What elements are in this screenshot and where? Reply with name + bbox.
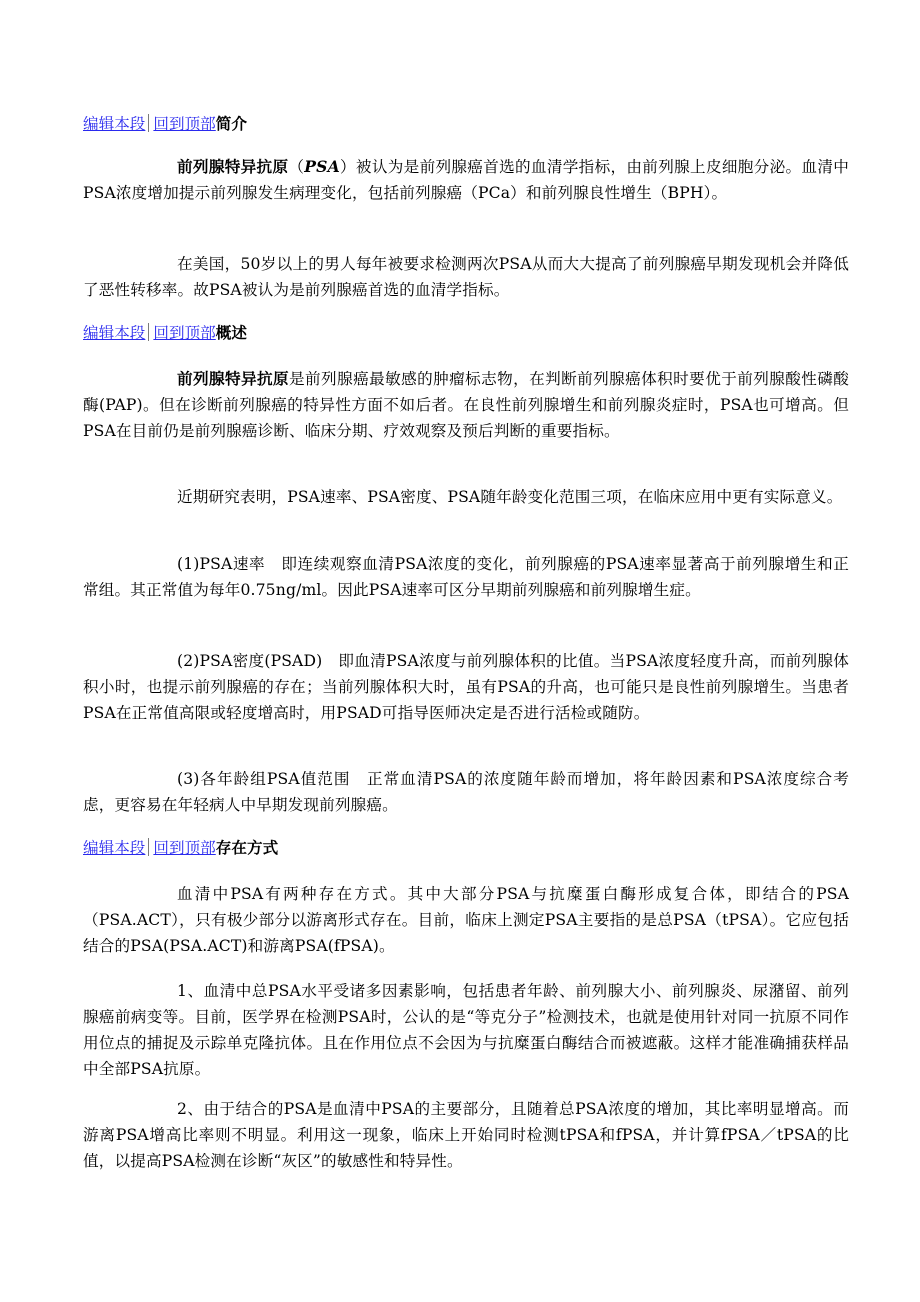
link-separator — [148, 323, 149, 341]
back-to-top-link[interactable]: 回到顶部 — [153, 115, 216, 133]
term-psa: 前列腺特异抗原 — [177, 157, 289, 176]
edit-section-link[interactable]: 编辑本段 — [83, 324, 146, 342]
link-separator — [148, 838, 149, 856]
overview-paragraph-5: (3)各年龄组PSA值范围 正常血清PSA的浓度随年龄而增加，将年龄因素和PSA浓度综合考虑，更容易在年轻病人中早期发现前列腺癌。 — [83, 770, 849, 814]
overview-paragraph-1: 前列腺特异抗原是前列腺癌最敏感的肿瘤标志物，在判断前列腺癌体积时要优于前列腺酸性磷酸酶(PAP)。但在诊断前列腺癌的特异性方面不如后者。在良性前列腺增生和前列腺炎症时，PSA也可增高。但PSA在目前仍是前列腺癌诊断、临床分期、疗效观察及预后判断的重要指标。 — [83, 369, 849, 440]
overview-paragraph-4: (2)PSA密度(PSAD) 即血清PSA浓度与前列腺体积的比值。当PSA浓度轻度升高，而前列腺体积小时，也提示前列腺癌的存在；当前列腺体积大时，虽有PSA的升高，也可能只是良性前列腺增生。当患者PSA在正常值高限或轻度增高时，用PSAD可指导医师决定是否进行活检或随防。 — [83, 652, 849, 722]
abbr-psa: PSA — [304, 157, 340, 176]
back-to-top-link[interactable]: 回到顶部 — [153, 324, 216, 342]
intro-paragraph-1: 前列腺特异抗原（PSA）被认为是前列腺癌首选的血清学指标，由前列腺上皮细胞分泌。血清中PSA浓度增加提示前列腺发生病理变化，包括前列腺癌（PCa）和前列腺良性增生（BPH）。 — [83, 157, 849, 202]
section-title: 简介 — [215, 114, 247, 133]
section-heading-overview — [83, 320, 843, 346]
section-heading-intro — [83, 111, 843, 137]
section-title: 概述 — [215, 323, 247, 342]
edit-section-link[interactable]: 编辑本段 — [83, 839, 146, 857]
term-psa: 前列腺特异抗原 — [177, 369, 290, 388]
intro-paragraph-2: 在美国，50岁以上的男人每年被要求检测两次PSA从而大大提高了前列腺癌早期发现机会并降低了恶性转移率。故PSA被认为是前列腺癌首选的血清学指标。 — [83, 255, 849, 299]
link-separator — [148, 114, 149, 132]
overview-paragraph-2: 近期研究表明，PSA速率、PSA密度、PSA随年龄变化范围三项，在临床应用中更有实际意义。 — [177, 488, 843, 506]
overview-paragraph-3: (1)PSA速率 即连续观察血清PSA浓度的变化，前列腺癌的PSA速率显著高于前列腺增生和正常组。其正常值为每年0.75ng/ml。因此PSA速率可区分早期前列腺癌和前列腺增生症。 — [83, 555, 849, 599]
edit-section-link[interactable]: 编辑本段 — [83, 115, 146, 133]
forms-paragraph-1: 血清中PSA有两种存在方式。其中大部分PSA与抗糜蛋白酶形成复合体，即结合的PSA（PSA.ACT），只有极少部分以游离形式存在。目前，临床上测定PSA主要指的是总PSA（tPSA）。它应包括结合的PSA(PSA.ACT)和游离PSA(fPSA)。 — [83, 885, 849, 955]
back-to-top-link[interactable]: 回到顶部 — [153, 839, 216, 857]
section-title: 存在方式 — [215, 838, 279, 857]
forms-paragraph-2: 1、血清中总PSA水平受诸多因素影响，包括患者年龄、前列腺大小、前列腺炎、尿潴留、前列腺癌前病变等。目前，医学界在检测PSA时，公认的是“等克分子”检测技术，也就是使用针对同一抗原不同作用位点的捕捉及示踪单克隆抗体。且在作用位点不会因为与抗糜蛋白酶结合而被遮蔽。这样才能准确捕获样品中全部PSA抗原。 — [83, 982, 849, 1078]
section-heading-forms — [83, 835, 843, 861]
forms-paragraph-3: 2、由于结合的PSA是血清中PSA的主要部分，且随着总PSA浓度的增加，其比率明显增高。而游离PSA增高比率则不明显。利用这一现象，临床上开始同时检测tPSA和fPSA，并计算fPSA／tPSA的比值，以提高PSA检测在诊断“灰区”的敏感性和特异性。 — [83, 1100, 849, 1170]
